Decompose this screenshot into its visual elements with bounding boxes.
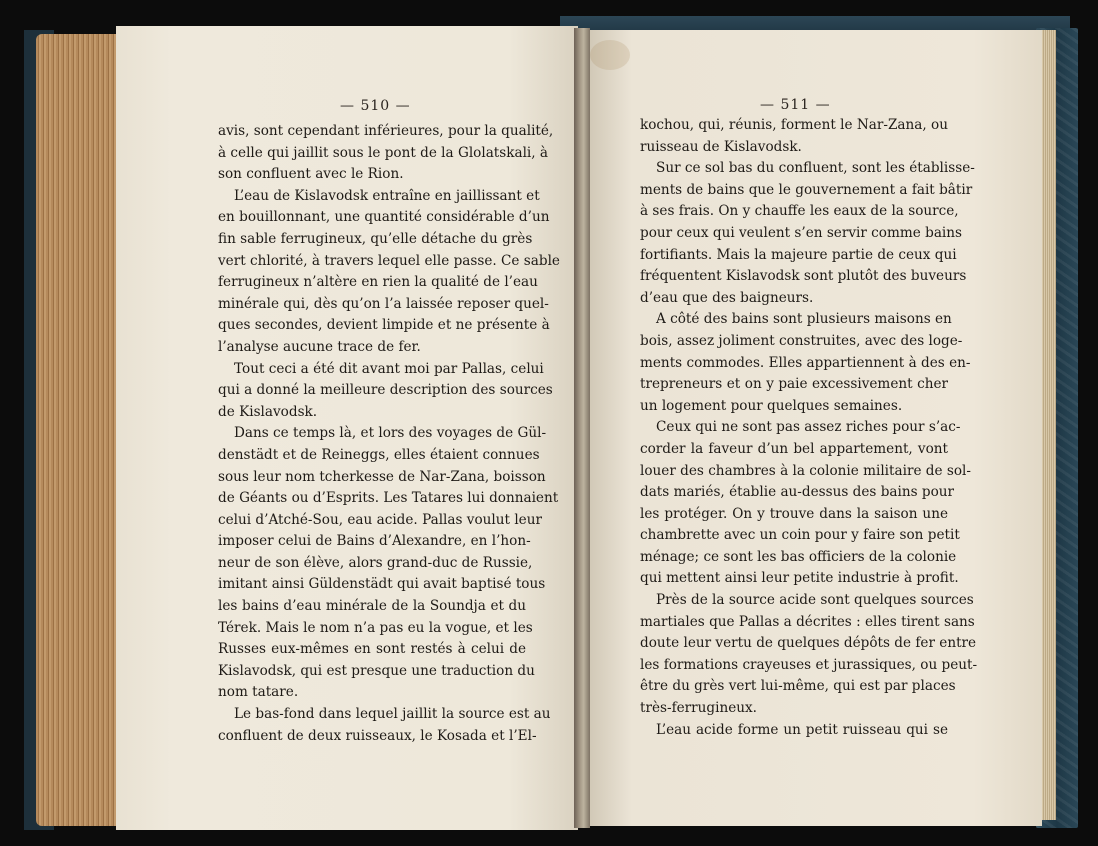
text-line: trepreneurs et on y paie excessivement cher — [640, 376, 948, 393]
text-line: Russes eux-mêmes en sont restés à celui de — [218, 641, 526, 658]
text-line: A côté des bains sont plusieurs maisons en — [656, 311, 952, 328]
text-line: Près de la source acide sont quelques sources — [656, 592, 974, 609]
text-line: neur de son élève, alors grand-duc de Russie, — [218, 554, 533, 571]
text-line: ments commodes. Elles appartiennent à des en- — [640, 354, 971, 371]
text-line: Ceux qui ne sont pas assez riches pour s’ac- — [656, 419, 961, 436]
text-line: Tout ceci a été dit avant moi par Pallas, celui — [234, 360, 544, 377]
right-page-text — [640, 115, 978, 741]
text-line: martiales que Pallas a décrites : elles tirent sans — [640, 613, 975, 630]
text-line: son confluent avec le Rion. — [218, 166, 404, 183]
text-line: l’analyse aucune trace de fer. — [218, 338, 421, 355]
text-line: Sur ce sol bas du confluent, sont les établisse- — [656, 160, 975, 177]
text-line: ménage; ce sont les bas officiers de la colonie — [640, 548, 957, 565]
text-line: dats mariés, établie au-dessus des bains pour — [640, 484, 955, 501]
text-line: confluent de deux ruisseaux, le Kosada et l’El- — [218, 727, 537, 744]
text-line: chambrette avec un coin pour y faire son petit — [640, 527, 960, 544]
text-line: un logement pour quelques semaines. — [640, 397, 903, 414]
text-line: Kislavodsk, qui est presque une traduction du — [218, 662, 535, 679]
text-line: L’eau acide forme un petit ruisseau qui se — [656, 721, 948, 738]
text-line: fortifiants. Mais la majeure partie de ceux qui — [640, 246, 957, 263]
text-line: kochou, qui, réunis, forment le Nar-Zana, ou — [640, 117, 948, 133]
text-line: en bouillonnant, une quantité considérable d’un — [218, 209, 550, 226]
text-line: fréquentent Kislavodsk sont plutôt des buveurs — [640, 268, 967, 285]
text-line: Térek. Mais le nom n’a pas eu la vogue, et les — [218, 619, 533, 636]
text-line: très-ferrugineux. — [640, 700, 757, 717]
text-line: imposer celui de Bains d’Alexandre, en l’hon- — [218, 533, 531, 550]
text-line: ferrugineux n’altère en rien la qualité de l’eau — [218, 274, 538, 291]
text-line: sous leur nom tcherkesse de Nar-Zana, boisson — [218, 468, 546, 485]
text-line: à celle qui jaillit sous le pont de la Glolatskali, à — [218, 144, 549, 161]
text-line: L’eau de Kislavodsk entraîne en jaillissant et — [234, 187, 540, 204]
text-line: imitant ainsi Güldenstädt qui avait baptisé tous — [218, 576, 546, 593]
text-line: celui d’Atché-Sou, eau acide. Pallas voulut leur — [218, 511, 542, 528]
left-page-text — [218, 121, 560, 747]
text-line: de Kislavodsk. — [218, 403, 318, 420]
text-line: qui a donné la meilleure description des sources — [218, 382, 553, 399]
text-line: avis, sont cependant inférieures, pour la qualité, — [218, 123, 554, 139]
text-line: Dans ce temps là, et lors des voyages de Gül- — [234, 425, 547, 442]
text-line: les protéger. On y trouve dans la saison une — [640, 505, 948, 522]
text-line: minérale qui, dès qu’on l’a laissée reposer quel- — [218, 295, 549, 312]
text-line: les formations crayeuses et jurassiques, ou peut- — [640, 656, 978, 673]
text-line: vert chlorité, à travers lequel elle passe. Ce sable — [218, 252, 560, 269]
text-line: bois, assez joliment construites, avec des loge- — [640, 332, 963, 349]
text-line: nom tatare. — [218, 684, 299, 701]
text-line: corder la faveur d’un bel appartement, vont — [640, 440, 948, 457]
text-line: louer des chambres à la colonie militaire de sol- — [640, 462, 971, 479]
page-number-left: — 510 — — [340, 98, 411, 114]
text-line: qui mettent ainsi leur petite industrie à profit. — [640, 570, 959, 587]
page-number-right: — 511 — — [760, 97, 831, 113]
text-line: les bains d’eau minérale de la Soundja et du — [218, 598, 526, 615]
foxing-stain — [590, 40, 630, 70]
text-line: ques secondes, devient limpide et ne présente à — [218, 317, 550, 334]
text-line: Le bas-fond dans lequel jaillit la source est au — [234, 706, 551, 723]
text-line: à ses frais. On y chauffe les eaux de la source, — [640, 203, 959, 220]
text-line: de Géants ou d’Esprits. Les Tatares lui donnaient — [218, 490, 559, 507]
page-edges-right — [1040, 30, 1056, 820]
page-edges-left — [36, 34, 116, 826]
text-line: fin sable ferrugineux, qu’elle détache du grès — [218, 230, 533, 247]
text-line: être du grès vert lui-même, qui est par places — [640, 678, 956, 695]
text-line: pour ceux qui veulent s’en servir comme bains — [640, 224, 963, 241]
text-line: d’eau que des baigneurs. — [640, 289, 814, 306]
text-line: ments de bains que le gouvernement a fait bâtir — [640, 181, 973, 198]
text-line: denstädt et de Reineggs, elles étaient connues — [218, 446, 540, 463]
book-gutter — [574, 28, 590, 828]
text-line: ruisseau de Kislavodsk. — [640, 138, 802, 155]
text-line: doute leur vertu de quelques dépôts de fer entre — [640, 635, 977, 652]
